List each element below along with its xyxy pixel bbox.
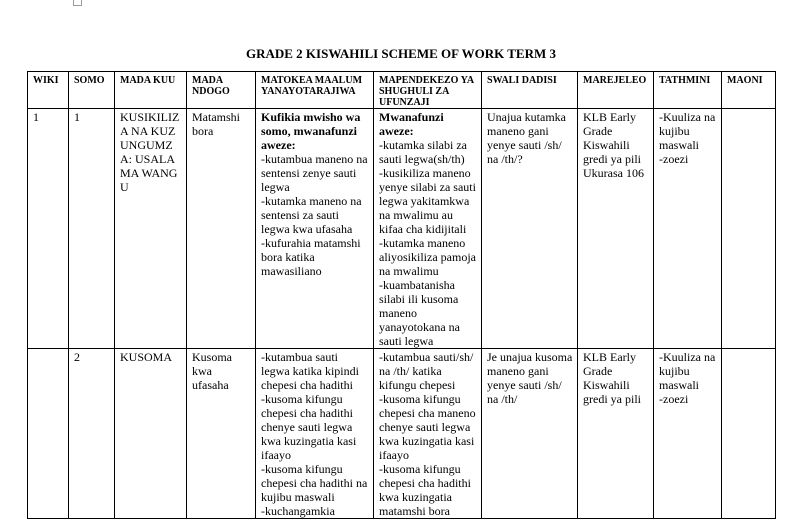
page-corner-marker	[73, 0, 82, 6]
cell-mapendekezo	[374, 109, 482, 349]
mapendekezo-line: -kutambua sauti/sh/ na /th/ katika kifungu chepesi	[379, 350, 474, 392]
cell-mada-kuu: KUSOMA	[115, 349, 187, 519]
tathmini-line: -Kuuliza na kujibu maswali	[659, 110, 716, 152]
cell-swali-dadisi: Je unajua kusoma maneno gani yenye sauti /sh/ na /th/	[482, 349, 578, 519]
tathmini-line: -Kuuliza na kujibu maswali	[659, 350, 716, 392]
matokea-line: -kusoma kifungu chepesi cha hadithi na kujibu maswali	[261, 462, 368, 504]
matokea-line: -kutamka maneno na sentensi za sauti legwa kwa ufasaha	[261, 194, 362, 236]
header-wiki: WIKI	[28, 72, 69, 109]
matokea-line: -kusoma kifungu chepesi cha hadithi chenye sauti legwa kwa kuzingatia kasi ifaayo	[261, 392, 357, 462]
matokea-line: -kutambua sauti legwa katika kipindi chepesi cha hadithi	[261, 350, 359, 392]
mapendekezo-line: -kusikiliza maneno yenye silabi za sauti legwa yakitamkwa na mwalimu au kifaa cha kidijitali	[379, 166, 476, 236]
mapendekezo-heading: Mwanafunzi aweze:	[379, 110, 444, 138]
header-mada-ndogo: MADA NDOGO	[187, 72, 256, 109]
cell-mapendekezo	[374, 349, 482, 519]
cell-mada-ndogo: Matamshi bora	[187, 109, 256, 349]
document-title: GRADE 2 KISWAHILI SCHEME OF WORK TERM 3	[245, 46, 556, 61]
header-tathmini: TATHMINI	[654, 72, 722, 109]
cell-wiki: 1	[28, 109, 69, 349]
cell-matokea	[256, 109, 374, 349]
cell-swali-dadisi: Unajua kutamka maneno gani yenye sauti /sh/ na /th/?	[482, 109, 578, 349]
cell-maoni	[722, 109, 776, 349]
cell-somo: 1	[69, 109, 115, 349]
header-mada-kuu: MADA KUU	[115, 72, 187, 109]
mapendekezo-line: -kuambatanisha silabi ili kusoma maneno yanayotokana na sauti legwa	[379, 278, 460, 348]
header-mapendekezo: MAPENDEKEZO YA SHUGHULI ZA UFUNZAJI	[374, 72, 482, 109]
table-header-row	[28, 72, 776, 109]
scheme-of-work-table	[27, 71, 776, 519]
header-swali-dadisi: SWALI DADISI	[482, 72, 578, 109]
mapendekezo-line: -kutamka silabi za sauti legwa(sh/th)	[379, 138, 467, 166]
cell-tathmini	[654, 349, 722, 519]
cell-somo: 2	[69, 349, 115, 519]
cell-mada-ndogo: Kusoma kwa ufasaha	[187, 349, 256, 519]
cell-mada-kuu: KUSIKILIZA NA KUZUNGUMZA: USALAMA WANGU	[115, 109, 187, 349]
cell-maoni	[722, 349, 776, 519]
matokea-line: -kutambua maneno na sentensi zenye sauti legwa	[261, 152, 368, 194]
matokea-heading: Kufikia mwisho wa somo, mwanafunzi aweze:	[261, 110, 361, 152]
table-row	[28, 109, 776, 349]
cell-tathmini	[654, 109, 722, 349]
mapendekezo-line: -kutamka maneno aliyosikiliza pamoja na mwalimu	[379, 236, 476, 278]
cell-matokea	[256, 349, 374, 519]
matokea-line: -kufurahia matamshi bora katika mawasiliano	[261, 236, 361, 278]
tathmini-line: -zoezi	[659, 392, 689, 406]
cell-marejeleo: KLB Early Grade Kiswahili gredi ya pili	[578, 349, 654, 519]
table-row	[28, 349, 776, 519]
header-maoni: MAONI	[722, 72, 776, 109]
header-marejeleo: MAREJELEO	[578, 72, 654, 109]
mapendekezo-line: -kusoma kifungu chepesi cha hadithi kwa kuzingatia matamshi bora	[379, 462, 471, 518]
header-somo: SOMO	[69, 72, 115, 109]
tathmini-line: -zoezi	[659, 152, 689, 166]
mapendekezo-line: -kusoma kifungu chepesi cha maneno chenye sauti legwa kwa kuzingatia kasi ifaayo	[379, 392, 476, 462]
matokea-line: -kuchangamkia	[261, 504, 335, 518]
cell-marejeleo: KLB Early Grade Kiswahili gredi ya pili Ukurasa 106	[578, 109, 654, 349]
header-matokea: MATOKEA MAALUM YANAYOTARAJIWA	[256, 72, 374, 109]
cell-wiki	[28, 349, 69, 519]
